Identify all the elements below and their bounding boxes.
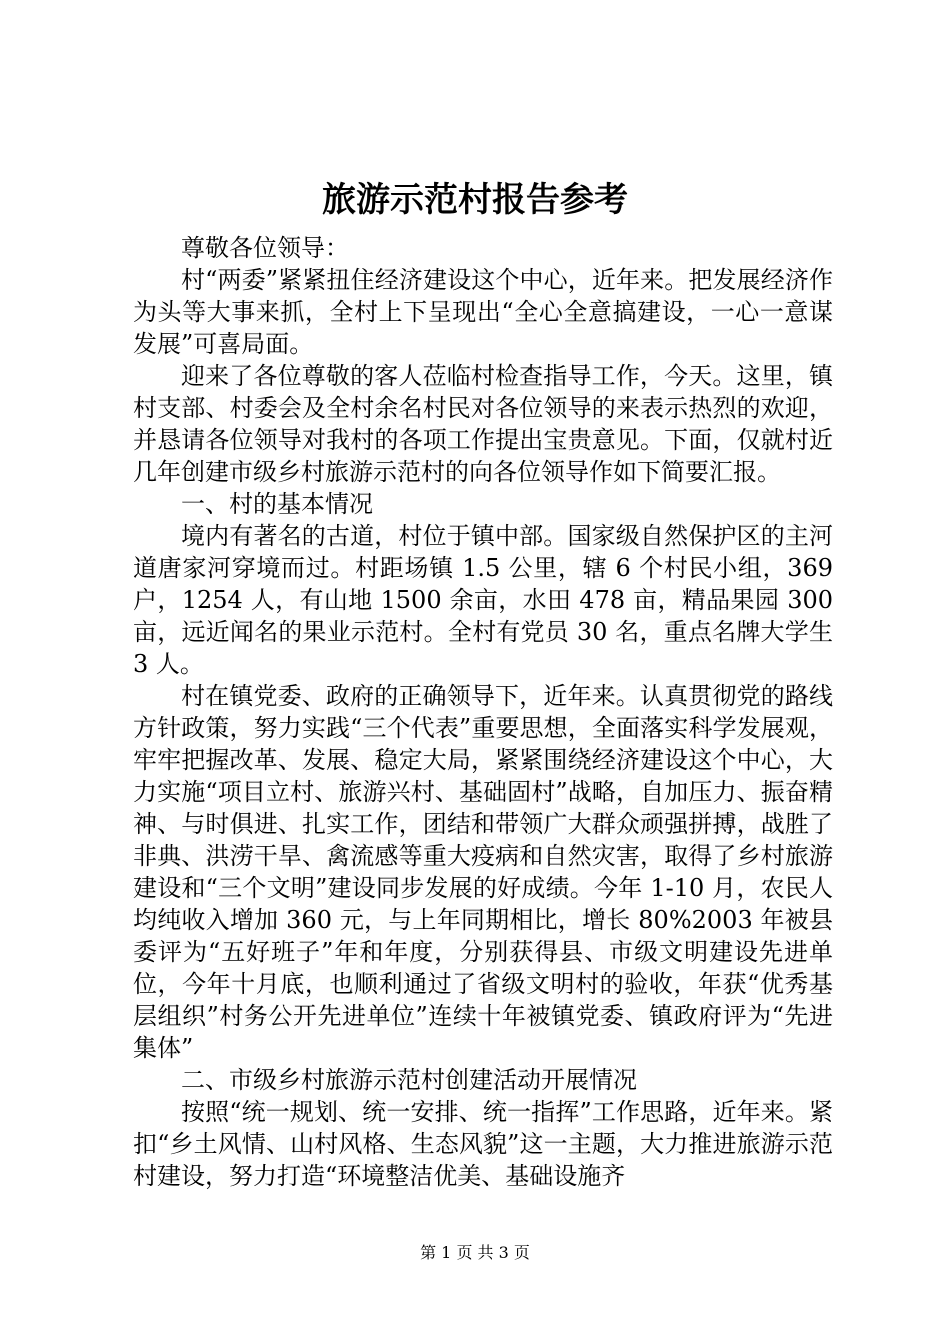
document-title: 旅游示范村报告参考 [322, 180, 628, 220]
salutation-paragraph: 尊敬各位领导： [181, 234, 349, 262]
body-paragraph: 村在镇党委、政府的正确领导下，近年来。认真贯彻党的路线方针政策，努力实践“三个代表”重要思想，全面落实科学发展观，牢牢把握改革、发展、稳定大局，紧紧围绕经济建设这个中心，大力实施“项目立村、旅游兴村、基础固村”战略，自加压力、振奋精神、与时俱进、扎实工作，团结和带领广大群众顽强拼搏，战胜了非典、洪涝干旱、禽流感等重大疫病和自然灾害，取得了乡村旅游建设和“三个文明”建设同步发展的好成绩。今年 1-10 月，农民人均纯收入增加 360 元，与上年同期相比，增长 80%2003 年被县委评为“五好班子”年和年度，分别获得县、市级文明建设先进单位，今年十月底，也顺利通过了省级文明村的验收，年获“优秀基层组织”村务公开先进单位”连续十年被镇党委、镇政府评为“先进集体” [133, 682, 833, 1062]
section-heading: 一、村的基本情况 [181, 490, 373, 518]
body-paragraph: 境内有著名的古道，村位于镇中部。国家级自然保护区的主河道唐家河穿境而过。村距场镇 1.5 公里，辖 6 个村民小组，369 户，1254 人，有山地 1500 余亩，水田 478 亩，精品果园 300 亩，远近闻名的果业示范村。全村有党员 30 名，重点名牌大学生 3 人。 [133, 522, 833, 678]
body-paragraph: 村“两委”紧紧扭住经济建设这个中心，近年来。把发展经济作为头等大事来抓，全村上下呈现出“全心全意搞建设，一心一意谋发展”可喜局面。 [133, 266, 833, 358]
body-paragraph: 按照“统一规划、统一安排、统一指挥”工作思路，近年来。紧扣“乡土风情、山村风格、生态风貌”这一主题，大力推进旅游示范村建设，努力打造“环境整洁优美、基础设施齐 [133, 1098, 833, 1190]
section-heading: 二、市级乡村旅游示范村创建活动开展情况 [181, 1066, 637, 1094]
document-body [133, 232, 833, 1192]
page-number-footer: 第 1 页 共 3 页 [420, 1243, 530, 1262]
body-paragraph: 迎来了各位尊敬的客人莅临村检查指导工作，今天。这里，镇村支部、村委会及全村余名村民对各位领导的来表示热烈的欢迎，并恳请各位领导对我村的各项工作提出宝贵意见。下面，仅就村近几年创建市级乡村旅游示范村的向各位领导作如下简要汇报。 [133, 362, 833, 486]
